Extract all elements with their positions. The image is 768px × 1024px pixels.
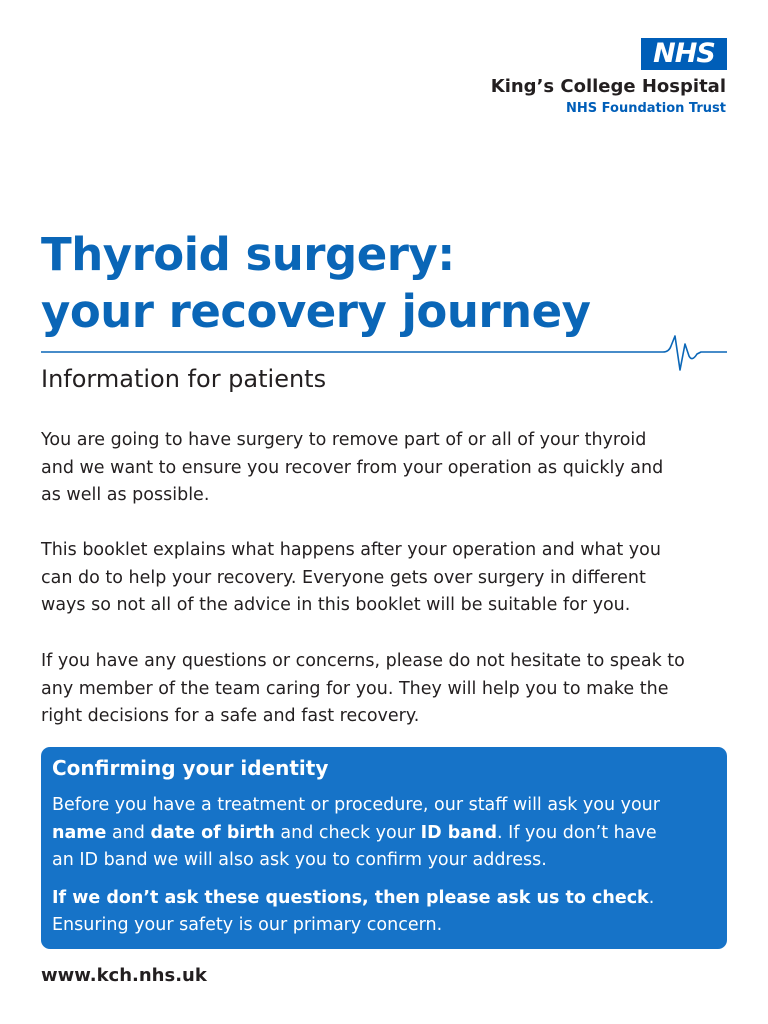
callout-text: . <box>648 887 655 908</box>
callout-body <box>52 792 660 940</box>
booklet-paragraph <box>41 537 731 620</box>
title-line-1: Thyroid surgery: <box>41 228 455 281</box>
callout-line <box>52 820 660 848</box>
paragraph-line: This booklet explains what happens after your operation and what you <box>41 540 661 560</box>
paragraph-line: any member of the team caring for you. They will help you to make the <box>41 678 669 699</box>
callout-text: and <box>106 822 151 843</box>
intro-paragraph <box>41 427 731 510</box>
hospital-name: King’s College Hospital <box>490 76 726 97</box>
paragraph-line: and we want to ensure you recover from your operation as quickly and <box>41 457 664 478</box>
paragraph-line: right decisions for a safe and fast recovery. <box>41 706 420 726</box>
callout-line: an ID band we will also ask you to confirm your address. <box>52 850 547 870</box>
website-link[interactable]: www.kch.nhs.uk <box>41 965 207 986</box>
callout-line: Before you have a treatment or procedure, our staff will ask you your <box>52 795 660 815</box>
callout-emphasis-line <box>52 885 660 913</box>
identity-callout-box <box>41 747 727 949</box>
callout-text: and check your <box>274 822 421 843</box>
paragraph-line: can do to help your recovery. Everyone gets over surgery in different <box>41 567 646 588</box>
paragraph-line: as well as possible. <box>41 485 210 505</box>
page-title <box>41 226 590 340</box>
subtitle: Information for patients <box>41 365 327 393</box>
paragraph-line: You are going to have surgery to remove part of or all of your thyroid <box>41 430 647 450</box>
id-band-label: ID band <box>420 822 498 843</box>
dob-label: date of birth <box>150 822 275 843</box>
callout-text: . If you don’t have <box>497 822 657 843</box>
callout-line: Ensuring your safety is our primary concern. <box>52 915 443 935</box>
title-line-2: your recovery journey <box>41 285 591 338</box>
paragraph-line: If you have any questions or concerns, please do not hesitate to speak to <box>41 651 685 671</box>
callout-title: Confirming your identity <box>52 756 329 780</box>
nhs-logo: NHS <box>641 38 727 70</box>
trust-name: NHS Foundation Trust <box>566 101 726 116</box>
name-label: name <box>52 822 107 843</box>
callout-emphasis: If we don’t ask these questions, then please ask us to check <box>52 887 649 908</box>
paragraph-line: ways so not all of the advice in this booklet will be suitable for you. <box>41 595 631 615</box>
questions-paragraph <box>41 648 731 731</box>
